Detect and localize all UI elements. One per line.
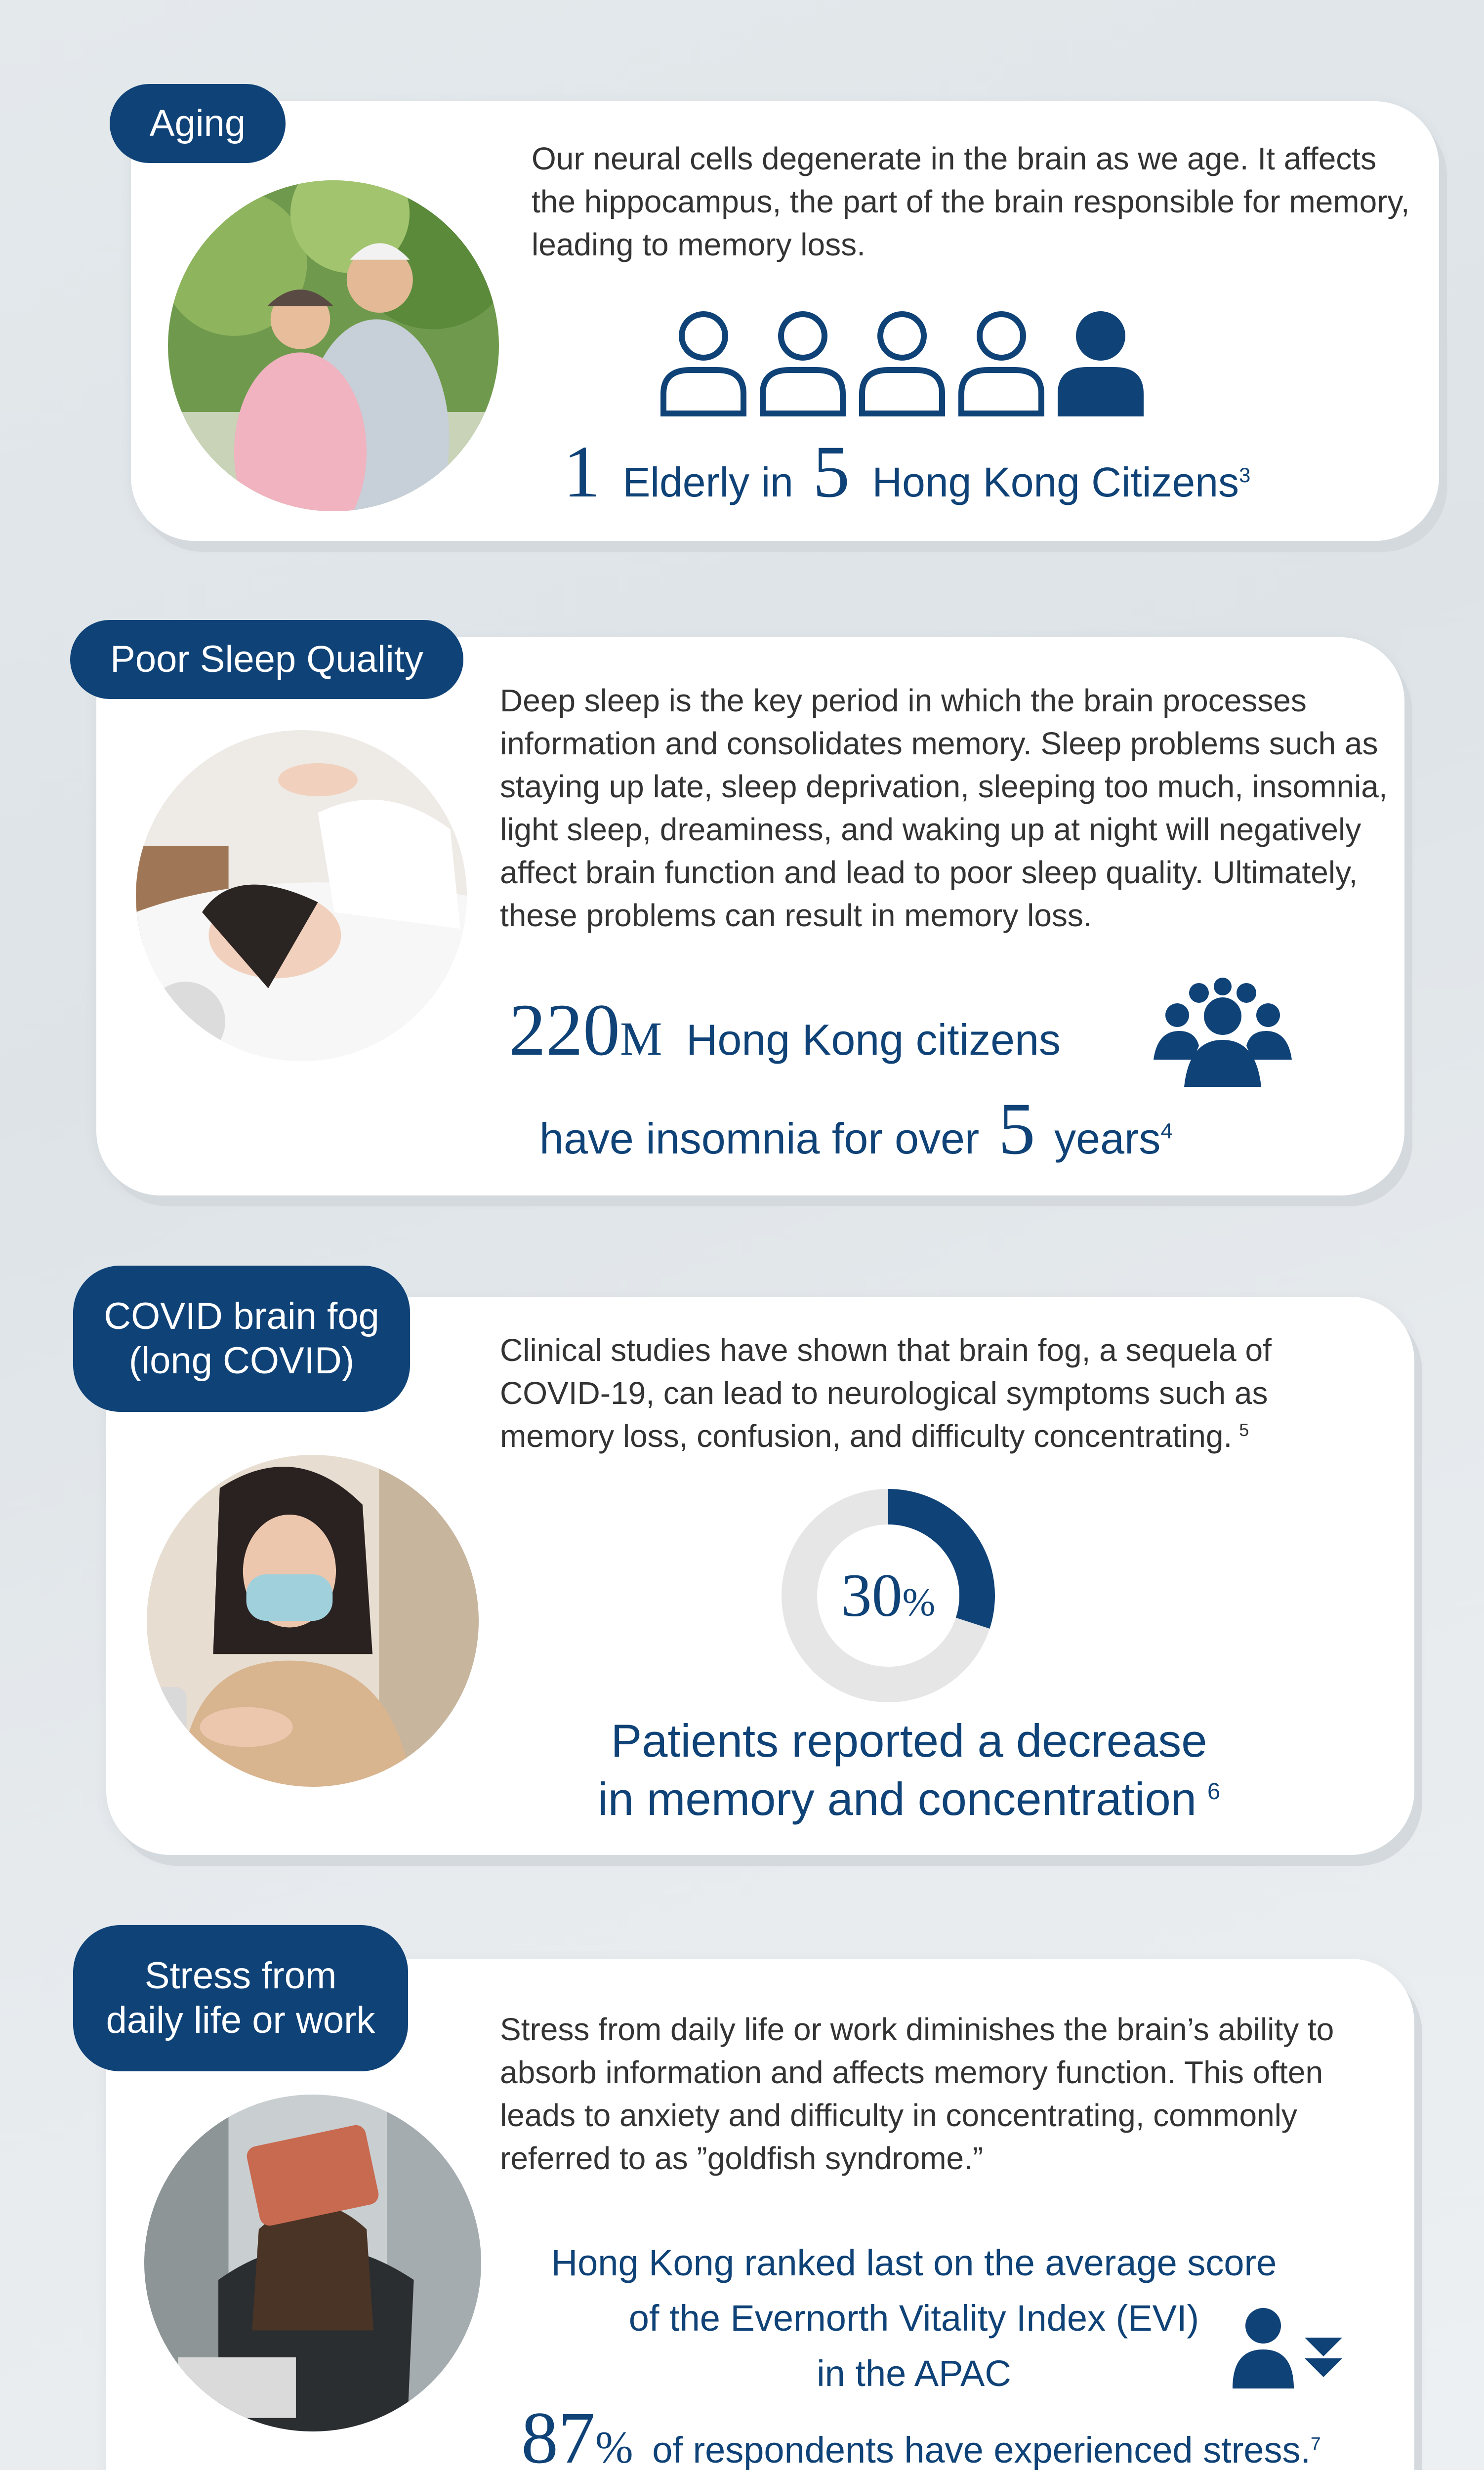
covid-stat-line2: in memory and concentration [597,1773,1197,1825]
person-filled-icon [1057,309,1145,417]
group-people-icon [1154,976,1292,1087]
stress-rank-line1: Hong Kong ranked last on the average score [551,2242,1277,2283]
person-outline-icon [759,309,847,417]
stress-rank [494,2235,1334,2401]
aging-stat-number-1: 1 [563,431,600,513]
donut-unit: % [902,1580,936,1624]
aging-photo [168,180,499,511]
aging-description: Our neural cells degenerate in the brain as we age. It affects the hippocampus, the part of the brain responsible for memory, leading to memory loss. [532,141,1410,262]
covid-tag: COVID brain fog (long COVID) [73,1266,410,1412]
sleep-stat-line2 [539,1088,1173,1176]
aging-icon-row [660,309,1144,417]
aging-stat-text-2: Hong Kong Citizens [872,459,1239,505]
stress-stat-text: of respondents have experienced stress. [652,2429,1311,2470]
sleep-tag: Poor Sleep Quality [70,620,463,699]
sleep-stat-line2-number: 5 [998,1088,1035,1170]
aging-stat-ref: 3 [1238,463,1251,487]
sleep-stat-unit: M [620,1012,662,1065]
aging-tag: Aging [110,84,286,163]
sleep-description: Deep sleep is the key period in which the brain processes information and consolidates memory. Sleep problems such as staying up late, sleep deprivation, sleeping too much, insomnia, light sleep, dreaminess, and waking up at night will negatively affect brain function and lead to poor sleep quality. Ultimately, these problems can result in memory loss. [500,683,1388,933]
covid-description-text: Clinical studies have shown that brain fog, a sequela of COVID-19, can lead to neurological symptoms such as memory loss, confusion, and difficulty concentrating. [500,1332,1272,1454]
person-outline-icon [957,309,1045,417]
covid-description [500,1329,1369,1458]
sleep-stat-text: Hong Kong citizens [686,1015,1061,1064]
sleep-photo [136,730,467,1061]
covid-donut-chart [780,1487,997,1704]
aging-stat-number-2: 5 [813,431,850,513]
sleep-stat-line1 [509,990,1061,1079]
person-rank-down-icon [1233,2307,1344,2388]
stress-description: Stress from daily life or work diminishes the brain’s ability to absorb information and affects memory function. This often leads to anxiety and difficulty in concentrating, commonly referred to as ”goldfish syndrome.” [500,2012,1334,2176]
person-outline-icon [660,309,747,417]
aging-stat [563,431,1251,519]
sleep-stat-line2-text: have insomnia for over [539,1114,980,1163]
stress-stat [521,2397,1321,2470]
covid-description-ref: 5 [1239,1419,1249,1440]
stress-tag: Stress from daily life or work [73,1925,408,2071]
covid-stat-ref: 6 [1207,1777,1221,1804]
sleep-stat-ref: 4 [1160,1119,1173,1144]
covid-stat-line2-wrap [514,1770,1304,1828]
sleep-stat-line2-unit: years [1054,1114,1161,1163]
donut-label [780,1487,997,1704]
person-outline-icon [858,309,946,417]
donut-value: 30 [841,1562,903,1629]
covid-stat [514,1712,1304,1828]
aging-stat-text-1: Elderly in [622,459,793,505]
stress-rank-line2: of the Evernorth Vitality Index (EVI) [628,2298,1199,2339]
stress-stat-number: 87 [521,2397,595,2470]
stress-stat-ref: 7 [1311,2433,1321,2454]
stress-photo [144,2095,481,2431]
sleep-stat-number: 220 [509,989,620,1071]
stress-stat-unit: % [595,2422,633,2470]
stress-rank-line3: in the APAC [817,2353,1011,2394]
covid-photo [147,1455,479,1787]
covid-stat-line1: Patients reported a decrease [611,1715,1207,1767]
